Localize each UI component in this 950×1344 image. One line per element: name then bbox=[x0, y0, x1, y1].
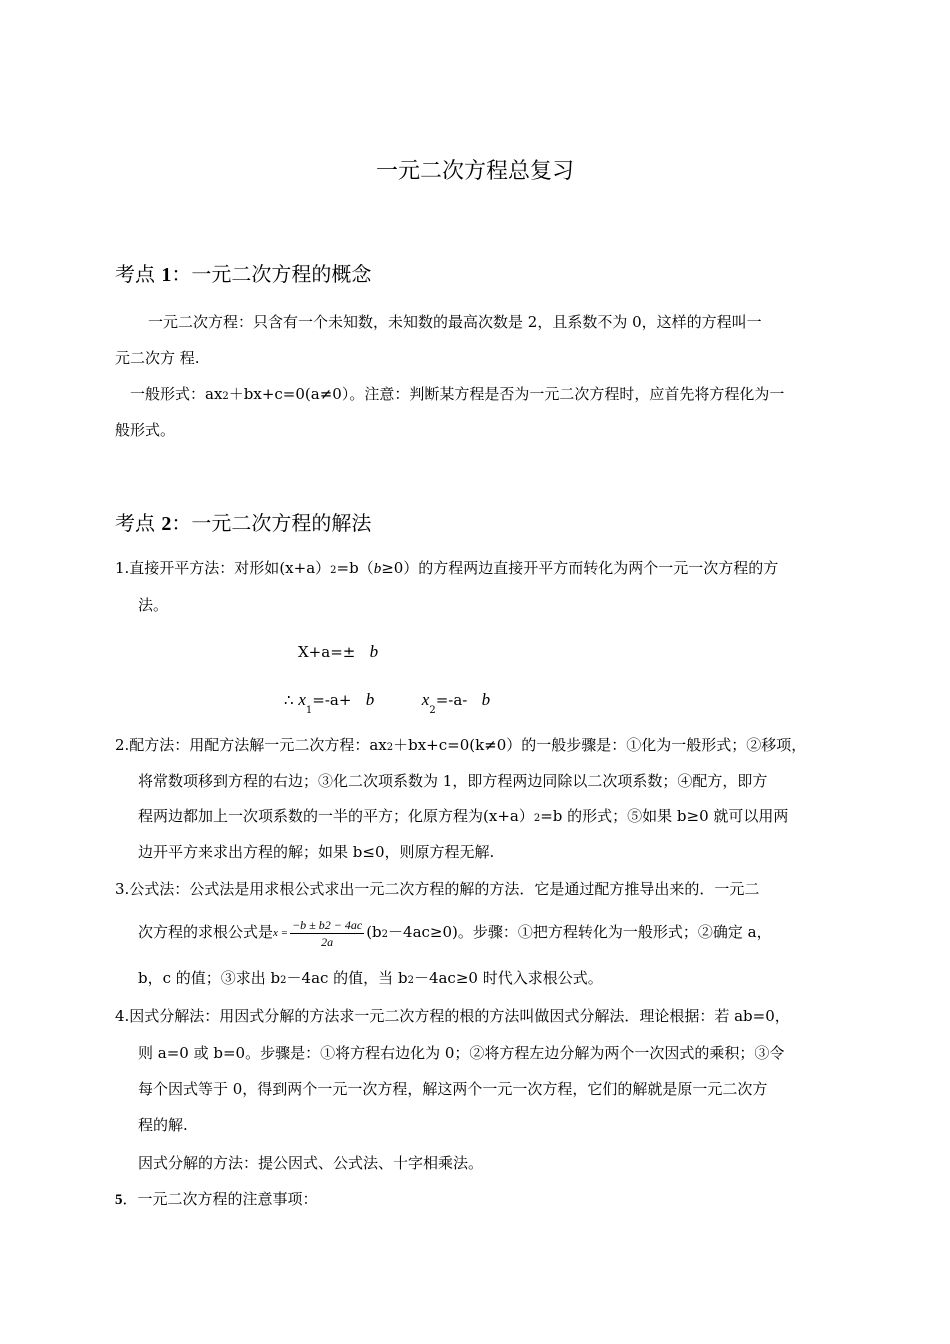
item-3-line-3a: b，c 的值；③求出 b bbox=[138, 969, 281, 987]
item-3-line-3c: －4ac≥0 时代入求根公式。 bbox=[413, 969, 603, 987]
item-5-line bbox=[115, 1183, 318, 1216]
section-2-label: 考点 bbox=[115, 511, 155, 535]
item-3-line-3b: －4ac 的值，当 b bbox=[286, 969, 408, 987]
item-4-line-1: 4.因式分解法：用因式分解的方法求一元二次方程的根的方法叫做因式分解法．理论根据：若 ab=0， bbox=[115, 1007, 790, 1025]
formula-1-b: b bbox=[369, 642, 379, 661]
formula-numerator: −b ± b2 − 4ac bbox=[292, 917, 363, 932]
item-5-text: ．一元二次方程的注意事项： bbox=[122, 1190, 318, 1208]
definition-line-1: 一元二次方程：只含有一个未知数，未知数的最高次数是 2，且系数不为 0，这样的方程叫一 bbox=[148, 313, 762, 331]
item-2-b: ＋bx+c=0(k≠0）的一般步骤是：①化为一般形式；②移项， bbox=[393, 736, 807, 754]
item-3-line-2b: (b bbox=[366, 923, 382, 941]
formula-1-lhs: X+a=± bbox=[298, 643, 356, 661]
item-3-line-2 bbox=[138, 912, 772, 955]
item-1-sup: 2 bbox=[330, 565, 337, 576]
formula-sqrt-1 bbox=[298, 636, 378, 668]
root-2-sub: 2 bbox=[429, 705, 436, 716]
root-2-b: b bbox=[481, 690, 491, 709]
quadratic-formula bbox=[290, 917, 364, 950]
therefore-symbol: ∴ bbox=[284, 691, 294, 709]
root-2-x: x bbox=[421, 690, 430, 709]
item-1-b: =b（ bbox=[336, 559, 374, 577]
item-2-line-2: 将常数项移到方程的右边；③化二次项系数为 1，即方程两边同除以二次项系数；④配方，即方 bbox=[138, 772, 768, 790]
root-1-x: x bbox=[298, 690, 306, 709]
definition-line-2: 元二次方 程. bbox=[115, 349, 200, 367]
item-4-line-3: 每个因式等于 0，得到两个一元一次方程，解这两个一元一次方程，它们的解就是原一元二次方 bbox=[138, 1080, 768, 1098]
root-1-b: b bbox=[365, 690, 375, 709]
section-1-title: ：一元二次方程的概念 bbox=[171, 262, 372, 286]
item-3-line-2-sup: 2 bbox=[381, 929, 389, 940]
general-form-b: ＋bx+c=0(a≠0）。注意：判断某方程是否为一元二次方程时，应首先将方程化为一 bbox=[228, 385, 785, 403]
section-2-number: 2 bbox=[161, 513, 172, 535]
item-3-line-3-sup-2: 2 bbox=[407, 975, 414, 986]
item-2-line-3 bbox=[138, 800, 788, 835]
formula-roots bbox=[284, 684, 490, 719]
item-2-a: 2.配方法：用配方法解一元二次方程：ax bbox=[115, 736, 387, 754]
item-4-line-4: 程的解. bbox=[138, 1116, 188, 1134]
root-1-sub: 1 bbox=[305, 705, 313, 716]
item-5-number: 5 bbox=[115, 1192, 123, 1208]
section-1-number: 1 bbox=[161, 264, 172, 286]
page-title: 一元二次方程总复习 bbox=[375, 159, 574, 184]
section-2-heading bbox=[115, 507, 371, 536]
general-form-a: 一般形式：ax bbox=[130, 385, 223, 403]
general-form-line-2: 般形式。 bbox=[115, 421, 176, 439]
item-3-line-2c: －4ac≥0)。步骤：①把方程转化为一般形式；②确定 a， bbox=[388, 923, 772, 941]
item-1-line-1 bbox=[115, 552, 778, 587]
section-2-title: ：一元二次方程的解法 bbox=[171, 511, 372, 535]
item-2-line-3a: 程两边都加上一次项系数的一半的平方；化原方程为(x+a） bbox=[138, 807, 534, 825]
item-3-line-1: 3.公式法：公式法是用求根公式求出一元二次方程的解的方法．它是通过配方推导出来的．一元二 bbox=[115, 880, 760, 898]
item-4-line-2: 则 a=0 或 b=0。步骤是：①将方程右边化为 0；②将方程左边分解为两个一次因式的乘积；③令 bbox=[138, 1044, 785, 1062]
item-1-line-2: 法。 bbox=[138, 596, 169, 614]
item-1-b-italic: b bbox=[373, 561, 382, 577]
item-1-a: 1.直接开平方法：对形如(x+a） bbox=[115, 559, 331, 577]
section-1-label: 考点 bbox=[115, 262, 155, 286]
general-form-sup: 2 bbox=[222, 391, 229, 402]
item-2-sup: 2 bbox=[386, 742, 394, 753]
item-1-c: ≥0）的方程两边直接开平方而转化为两个一元一次方程的方 bbox=[381, 559, 779, 577]
item-2-line-1 bbox=[115, 729, 806, 764]
item-2-line-3b: =b 的形式；⑤如果 b≥0 就可以用两 bbox=[540, 807, 789, 825]
root-1-rhs: =-a+ bbox=[312, 691, 352, 709]
quadratic-formula-x: x = bbox=[273, 927, 289, 939]
formula-denominator: 2a bbox=[321, 934, 334, 949]
item-2-line-4: 边开平方来求出方程的解；如果 b≤0，则原方程无解. bbox=[138, 843, 495, 861]
root-2-rhs: =-a- bbox=[435, 691, 468, 709]
general-form-line bbox=[130, 378, 784, 413]
item-3-line-3-sup: 2 bbox=[280, 975, 287, 986]
item-3-line-2a: 次方程的求根公式是 bbox=[138, 923, 274, 941]
item-4-line-5: 因式分解的方法：提公因式、公式法、十字相乘法。 bbox=[138, 1154, 484, 1172]
item-2-line-3-sup: 2 bbox=[533, 813, 541, 824]
section-1-heading bbox=[115, 258, 371, 287]
item-3-line-3 bbox=[138, 962, 603, 997]
